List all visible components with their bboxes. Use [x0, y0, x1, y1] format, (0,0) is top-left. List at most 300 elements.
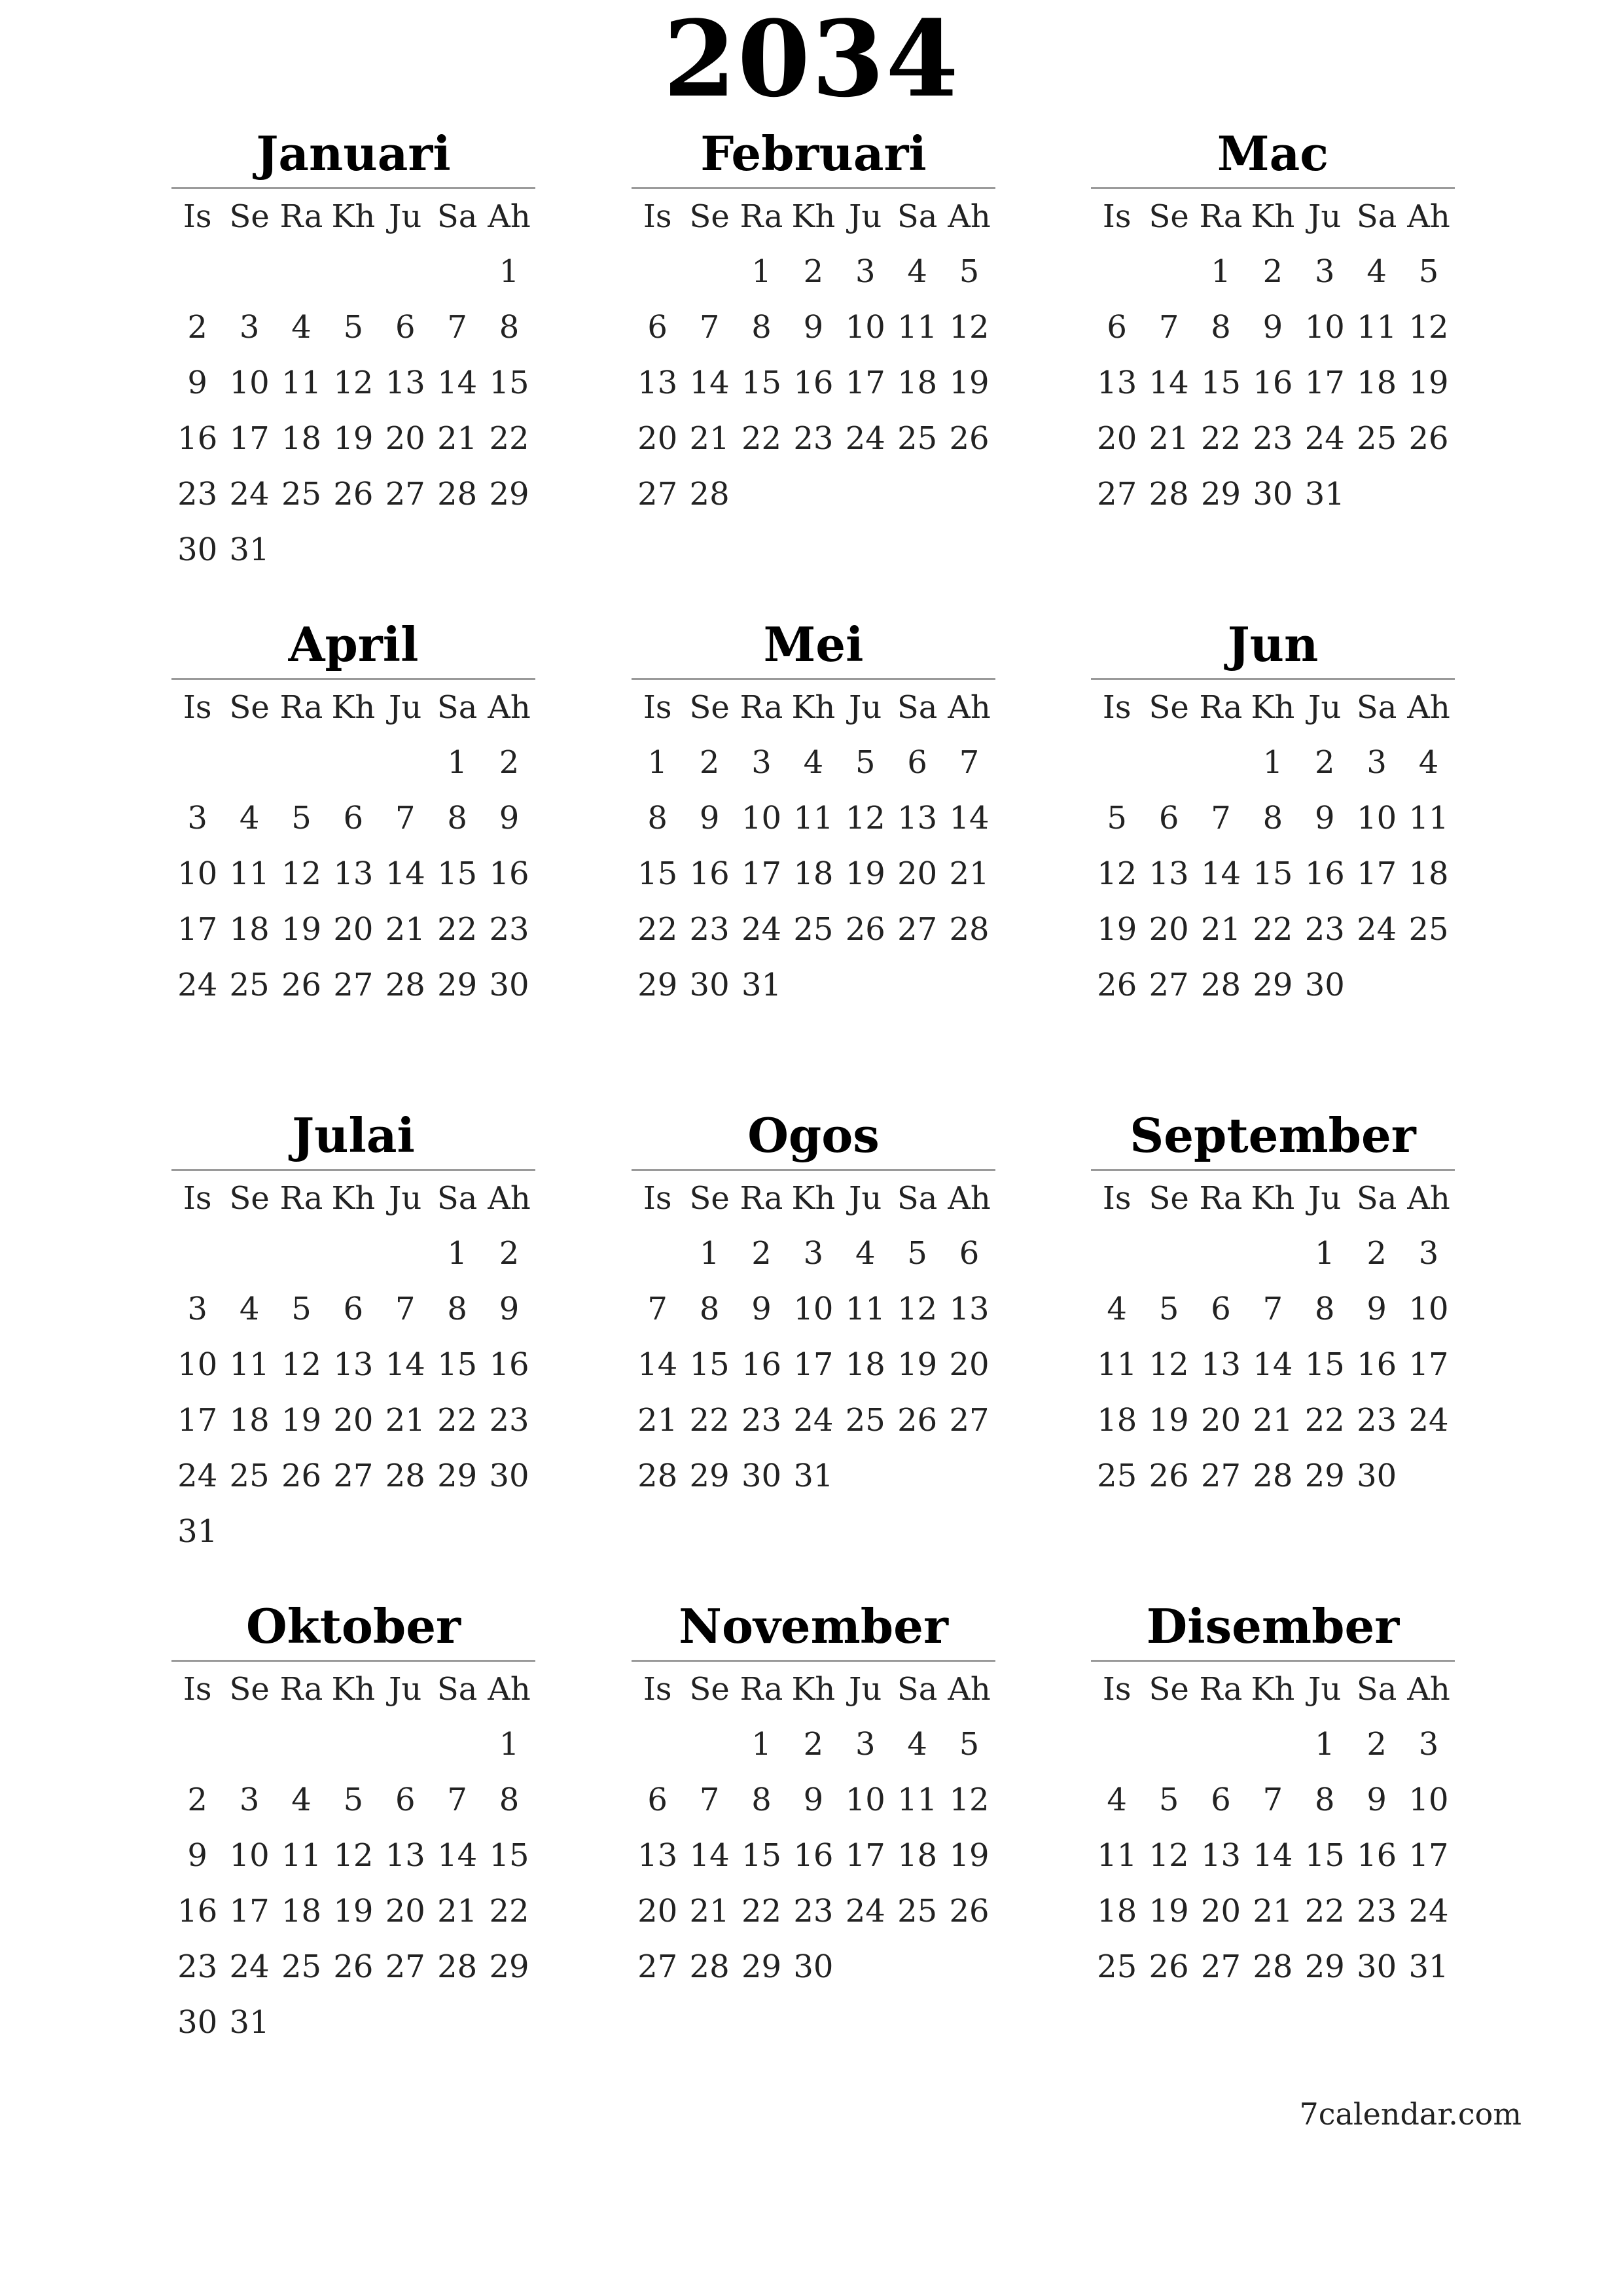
- month-name: Oktober: [246, 1598, 461, 1654]
- day-cell: 27: [1149, 967, 1189, 1003]
- day-cell: 28: [949, 911, 990, 948]
- weekday-header: Is: [1102, 198, 1132, 235]
- weekday-header: Ju: [1308, 1671, 1342, 1708]
- day-cell: 14: [385, 1346, 425, 1383]
- day-cell: 16: [1357, 1346, 1397, 1383]
- day-cell: 8: [499, 309, 520, 346]
- day-cell: 7: [1262, 1782, 1283, 1818]
- day-cell: 17: [793, 1346, 834, 1383]
- weekday-header: Se: [1149, 198, 1189, 235]
- day-cell: 11: [1408, 800, 1449, 836]
- day-cell: 30: [741, 1458, 782, 1494]
- day-cell: 5: [343, 309, 364, 346]
- weekday-header: Sa: [437, 1671, 478, 1708]
- day-cell: 13: [333, 855, 374, 892]
- day-cell: 20: [1149, 911, 1189, 948]
- empty-cell: [380, 1717, 431, 1772]
- day-cell: 12: [897, 1291, 938, 1327]
- day-cell: 18: [229, 1402, 270, 1439]
- day-cell: 18: [1097, 1893, 1137, 1929]
- weekday-header: Ju: [389, 1671, 422, 1708]
- footer-credit[interactable]: 7calendar.com: [1299, 2096, 1522, 2132]
- day-cell: 3: [1366, 744, 1387, 781]
- day-cell: 24: [845, 1893, 885, 1929]
- day-cell: 19: [281, 1402, 322, 1439]
- weekday-header: Is: [1102, 689, 1132, 726]
- day-cell: 12: [333, 365, 374, 401]
- day-cell: 2: [803, 253, 824, 290]
- day-cell: 16: [741, 1346, 782, 1383]
- day-cell: 23: [1357, 1893, 1397, 1929]
- day-cell: 22: [1304, 1893, 1345, 1929]
- weekday-header: Se: [1149, 1180, 1189, 1217]
- day-cell: 19: [845, 855, 885, 892]
- day-cell: 15: [489, 1837, 529, 1874]
- month-jun: [1091, 615, 1455, 1013]
- month-disember: [1091, 1597, 1455, 1995]
- day-cell: 15: [689, 1346, 730, 1383]
- weekday-header: Kh: [1251, 1180, 1295, 1217]
- day-cell: 17: [177, 911, 218, 948]
- day-cell: 25: [281, 1948, 322, 1985]
- day-cell: 5: [291, 800, 312, 836]
- day-cell: 14: [437, 365, 478, 401]
- weekday-header: Ju: [849, 1671, 882, 1708]
- month-name: Jun: [1227, 617, 1319, 672]
- day-cell: 8: [1262, 800, 1283, 836]
- day-cell: 13: [1200, 1837, 1241, 1874]
- day-cell: 4: [907, 253, 927, 290]
- day-cell: 23: [489, 911, 529, 948]
- day-cell: 26: [281, 1458, 322, 1494]
- day-cell: 21: [1200, 911, 1241, 948]
- day-cell: 4: [1366, 253, 1387, 290]
- weekday-header: Sa: [897, 689, 938, 726]
- day-cell: 20: [385, 420, 425, 457]
- day-cell: 24: [1357, 911, 1397, 948]
- day-cell: 21: [385, 1402, 425, 1439]
- day-cell: 5: [343, 1782, 364, 1818]
- day-cell: 25: [281, 476, 322, 512]
- day-cell: 14: [637, 1346, 678, 1383]
- day-cell: 15: [437, 855, 478, 892]
- day-cell: 23: [1357, 1402, 1397, 1439]
- weekday-header: Kh: [331, 198, 376, 235]
- day-cell: 4: [855, 1235, 876, 1272]
- day-cell: 22: [741, 420, 782, 457]
- day-cell: 14: [949, 800, 990, 836]
- day-cell: 9: [803, 309, 824, 346]
- day-cell: 6: [647, 309, 668, 346]
- day-cell: 1: [751, 253, 772, 290]
- weekday-header: Is: [183, 1671, 212, 1708]
- empty-cell: [683, 1717, 735, 1772]
- day-cell: 16: [1253, 365, 1293, 401]
- empty-cell: [380, 735, 431, 791]
- day-cell: 5: [959, 253, 980, 290]
- day-cell: 23: [489, 1402, 529, 1439]
- month-grid: [632, 189, 995, 522]
- day-cell: 11: [793, 800, 834, 836]
- day-cell: 12: [333, 1837, 374, 1874]
- day-cell: 13: [949, 1291, 990, 1327]
- day-cell: 29: [1304, 1948, 1345, 1985]
- day-cell: 5: [1158, 1782, 1179, 1818]
- day-cell: 5: [291, 1291, 312, 1327]
- day-cell: 17: [1357, 855, 1397, 892]
- day-cell: 24: [845, 420, 885, 457]
- weekday-header: Kh: [331, 1180, 376, 1217]
- day-cell: 18: [281, 1893, 322, 1929]
- day-cell: 14: [689, 365, 730, 401]
- day-cell: 16: [793, 1837, 834, 1874]
- day-cell: 4: [1107, 1782, 1127, 1818]
- weekday-header: Se: [1149, 1671, 1189, 1708]
- day-cell: 1: [751, 1726, 772, 1763]
- day-cell: 10: [229, 365, 270, 401]
- day-cell: 3: [187, 800, 207, 836]
- day-cell: 8: [499, 1782, 520, 1818]
- day-cell: 29: [1253, 967, 1293, 1003]
- day-cell: 29: [1200, 476, 1241, 512]
- day-cell: 7: [1158, 309, 1179, 346]
- day-cell: 25: [1097, 1948, 1137, 1985]
- day-cell: 29: [437, 967, 478, 1003]
- day-cell: 7: [395, 800, 416, 836]
- day-cell: 8: [1314, 1782, 1335, 1818]
- day-cell: 21: [637, 1402, 678, 1439]
- day-cell: 10: [1408, 1291, 1449, 1327]
- day-cell: 17: [845, 365, 885, 401]
- day-cell: 26: [1097, 967, 1137, 1003]
- day-cell: 4: [239, 800, 260, 836]
- day-cell: 19: [333, 1893, 374, 1929]
- day-cell: 31: [1408, 1948, 1449, 1985]
- weekday-header: Ra: [740, 198, 783, 235]
- day-cell: 26: [949, 1893, 990, 1929]
- day-cell: 21: [949, 855, 990, 892]
- day-cell: 1: [499, 253, 520, 290]
- day-cell: 15: [437, 1346, 478, 1383]
- day-cell: 17: [845, 1837, 885, 1874]
- day-cell: 19: [1097, 911, 1137, 948]
- empty-cell: [327, 735, 379, 791]
- day-cell: 12: [1149, 1837, 1189, 1874]
- day-cell: 7: [447, 1782, 467, 1818]
- empty-cell: [1143, 1717, 1194, 1772]
- day-cell: 26: [845, 911, 885, 948]
- day-cell: 31: [793, 1458, 834, 1494]
- weekday-header: Ju: [849, 1180, 882, 1217]
- day-cell: 12: [845, 800, 885, 836]
- day-cell: 3: [751, 744, 772, 781]
- month-name: Ogos: [747, 1107, 880, 1163]
- day-cell: 17: [1408, 1837, 1449, 1874]
- empty-cell: [1247, 1226, 1298, 1282]
- day-cell: 1: [499, 1726, 520, 1763]
- weekday-header: Ju: [1308, 1180, 1342, 1217]
- weekday-header: Ra: [1199, 689, 1243, 726]
- weekday-header: Is: [183, 198, 212, 235]
- weekday-header: Is: [183, 689, 212, 726]
- month-name: Februari: [700, 126, 927, 181]
- day-cell: 3: [855, 253, 876, 290]
- day-cell: 5: [1418, 253, 1439, 290]
- day-cell: 6: [1107, 309, 1127, 346]
- day-cell: 14: [1149, 365, 1189, 401]
- day-cell: 26: [1149, 1458, 1189, 1494]
- weekday-header: Kh: [791, 689, 836, 726]
- day-cell: 4: [291, 1782, 312, 1818]
- day-cell: 7: [447, 309, 467, 346]
- day-cell: 27: [637, 1948, 678, 1985]
- empty-cell: [223, 244, 275, 300]
- day-cell: 28: [437, 1948, 478, 1985]
- day-cell: 24: [177, 1458, 218, 1494]
- empty-cell: [380, 1226, 431, 1282]
- day-cell: 14: [1253, 1837, 1293, 1874]
- day-cell: 5: [1107, 800, 1127, 836]
- weekday-header: Sa: [1356, 1180, 1397, 1217]
- weekday-header: Ah: [488, 689, 531, 726]
- weekday-header: Ah: [488, 198, 531, 235]
- day-cell: 1: [447, 744, 467, 781]
- weekday-header: Ra: [279, 1180, 323, 1217]
- day-cell: 25: [1097, 1458, 1137, 1494]
- month-mei: [632, 615, 995, 1013]
- day-cell: 21: [1149, 420, 1189, 457]
- day-cell: 31: [229, 2004, 270, 2041]
- day-cell: 18: [1357, 365, 1397, 401]
- day-cell: 8: [751, 1782, 772, 1818]
- day-cell: 6: [343, 1291, 364, 1327]
- day-cell: 20: [637, 1893, 678, 1929]
- day-cell: 21: [385, 911, 425, 948]
- day-cell: 2: [499, 1235, 520, 1272]
- day-cell: 24: [229, 476, 270, 512]
- day-cell: 23: [793, 1893, 834, 1929]
- weekday-header: Sa: [1356, 689, 1397, 726]
- weekday-header: Ah: [948, 1180, 991, 1217]
- weekday-header: Kh: [331, 1671, 376, 1708]
- day-cell: 27: [897, 911, 938, 948]
- day-cell: 24: [177, 967, 218, 1003]
- day-cell: 25: [897, 1893, 938, 1929]
- day-cell: 21: [1253, 1893, 1293, 1929]
- weekday-header: Se: [1149, 689, 1189, 726]
- weekday-header: Is: [643, 198, 672, 235]
- day-cell: 15: [489, 365, 529, 401]
- day-cell: 28: [689, 1948, 730, 1985]
- day-cell: 20: [1200, 1402, 1241, 1439]
- day-cell: 18: [897, 1837, 938, 1874]
- weekday-header: Ah: [488, 1671, 531, 1708]
- day-cell: 9: [187, 1837, 207, 1874]
- day-cell: 2: [499, 744, 520, 781]
- empty-cell: [327, 244, 379, 300]
- day-cell: 25: [1408, 911, 1449, 948]
- day-cell: 5: [959, 1726, 980, 1763]
- day-cell: 23: [177, 476, 218, 512]
- day-cell: 18: [1097, 1402, 1137, 1439]
- day-cell: 28: [1149, 476, 1189, 512]
- day-cell: 2: [751, 1235, 772, 1272]
- day-cell: 22: [489, 1893, 529, 1929]
- empty-cell: [171, 1226, 223, 1282]
- weekday-header: Ju: [1308, 689, 1342, 726]
- weekday-header: Ju: [1308, 198, 1342, 235]
- day-cell: 6: [395, 1782, 416, 1818]
- month-mac: [1091, 124, 1455, 522]
- month-grid: [171, 680, 535, 1013]
- day-cell: 22: [689, 1402, 730, 1439]
- day-cell: 20: [333, 911, 374, 948]
- empty-cell: [1143, 735, 1194, 791]
- empty-cell: [327, 1717, 379, 1772]
- month-november: [632, 1597, 995, 1995]
- day-cell: 7: [959, 744, 980, 781]
- day-cell: 22: [741, 1893, 782, 1929]
- empty-cell: [276, 1717, 327, 1772]
- day-cell: 27: [949, 1402, 990, 1439]
- weekday-header: Ju: [389, 198, 422, 235]
- day-cell: 3: [1314, 253, 1335, 290]
- day-cell: 24: [1408, 1893, 1449, 1929]
- day-cell: 7: [647, 1291, 668, 1327]
- day-cell: 13: [897, 800, 938, 836]
- day-cell: 15: [1304, 1346, 1345, 1383]
- day-cell: 2: [1262, 253, 1283, 290]
- weekday-header: Kh: [791, 198, 836, 235]
- day-cell: 15: [741, 365, 782, 401]
- day-cell: 19: [1408, 365, 1449, 401]
- weekday-header: Se: [229, 198, 270, 235]
- empty-cell: [1247, 1717, 1298, 1772]
- day-cell: 30: [1304, 967, 1345, 1003]
- weekday-header: Se: [229, 689, 270, 726]
- weekday-header: Ra: [1199, 198, 1243, 235]
- month-ogos: [632, 1106, 995, 1504]
- day-cell: 25: [229, 1458, 270, 1494]
- day-cell: 12: [1408, 309, 1449, 346]
- day-cell: 7: [1262, 1291, 1283, 1327]
- day-cell: 3: [239, 309, 260, 346]
- day-cell: 31: [741, 967, 782, 1003]
- day-cell: 18: [281, 420, 322, 457]
- weekday-header: Kh: [331, 689, 376, 726]
- day-cell: 14: [1200, 855, 1241, 892]
- day-cell: 11: [1097, 1346, 1137, 1383]
- day-cell: 20: [1200, 1893, 1241, 1929]
- day-cell: 25: [845, 1402, 885, 1439]
- day-cell: 4: [1418, 744, 1439, 781]
- weekday-header: Se: [229, 1180, 270, 1217]
- day-cell: 10: [229, 1837, 270, 1874]
- day-cell: 3: [803, 1235, 824, 1272]
- day-cell: 8: [447, 1291, 467, 1327]
- day-cell: 11: [1357, 309, 1397, 346]
- day-cell: 10: [845, 309, 885, 346]
- weekday-header: Ju: [389, 1180, 422, 1217]
- day-cell: 14: [1253, 1346, 1293, 1383]
- day-cell: 6: [959, 1235, 980, 1272]
- day-cell: 1: [699, 1235, 720, 1272]
- day-cell: 4: [803, 744, 824, 781]
- empty-cell: [171, 735, 223, 791]
- weekday-header: Is: [183, 1180, 212, 1217]
- day-cell: 29: [489, 476, 529, 512]
- empty-cell: [632, 1226, 683, 1282]
- empty-cell: [632, 1717, 683, 1772]
- day-cell: 11: [897, 309, 938, 346]
- empty-cell: [276, 244, 327, 300]
- day-cell: 1: [647, 744, 668, 781]
- day-cell: 19: [333, 420, 374, 457]
- weekday-header: Ju: [849, 198, 882, 235]
- day-cell: 5: [1158, 1291, 1179, 1327]
- day-cell: 13: [637, 1837, 678, 1874]
- weekday-header: Se: [689, 198, 730, 235]
- day-cell: 6: [1158, 800, 1179, 836]
- day-cell: 29: [437, 1458, 478, 1494]
- weekday-header: Ah: [1407, 1671, 1450, 1708]
- weekday-header: Ah: [1407, 1180, 1450, 1217]
- weekday-header: Is: [1102, 1671, 1132, 1708]
- day-cell: 7: [395, 1291, 416, 1327]
- day-cell: 16: [1304, 855, 1345, 892]
- weekday-header: Ra: [1199, 1671, 1243, 1708]
- day-cell: 27: [385, 476, 425, 512]
- day-cell: 21: [437, 1893, 478, 1929]
- day-cell: 18: [897, 365, 938, 401]
- day-cell: 10: [741, 800, 782, 836]
- day-cell: 7: [699, 309, 720, 346]
- day-cell: 4: [239, 1291, 260, 1327]
- day-cell: 25: [897, 420, 938, 457]
- day-cell: 31: [177, 1513, 218, 1550]
- month-grid: [1091, 189, 1455, 522]
- day-cell: 23: [741, 1402, 782, 1439]
- day-cell: 9: [699, 800, 720, 836]
- day-cell: 1: [1314, 1726, 1335, 1763]
- day-cell: 20: [949, 1346, 990, 1383]
- day-cell: 20: [1097, 420, 1137, 457]
- day-cell: 8: [751, 309, 772, 346]
- day-cell: 9: [499, 800, 520, 836]
- weekday-header: Sa: [897, 198, 938, 235]
- weekday-header: Is: [643, 1180, 672, 1217]
- weekday-header: Ah: [1407, 689, 1450, 726]
- day-cell: 13: [1097, 365, 1137, 401]
- day-cell: 8: [447, 800, 467, 836]
- day-cell: 26: [281, 967, 322, 1003]
- weekday-header: Ra: [279, 1671, 323, 1708]
- day-cell: 16: [793, 365, 834, 401]
- day-cell: 15: [741, 1837, 782, 1874]
- month-name: April: [288, 617, 419, 672]
- day-cell: 26: [333, 476, 374, 512]
- weekday-header: Kh: [1251, 689, 1295, 726]
- day-cell: 30: [793, 1948, 834, 1985]
- day-cell: 10: [845, 1782, 885, 1818]
- weekday-header: Ra: [740, 689, 783, 726]
- day-cell: 29: [741, 1948, 782, 1985]
- day-cell: 3: [855, 1726, 876, 1763]
- day-cell: 13: [637, 365, 678, 401]
- weekday-header: Sa: [897, 1180, 938, 1217]
- day-cell: 30: [177, 2004, 218, 2041]
- month-grid: [1091, 680, 1455, 1013]
